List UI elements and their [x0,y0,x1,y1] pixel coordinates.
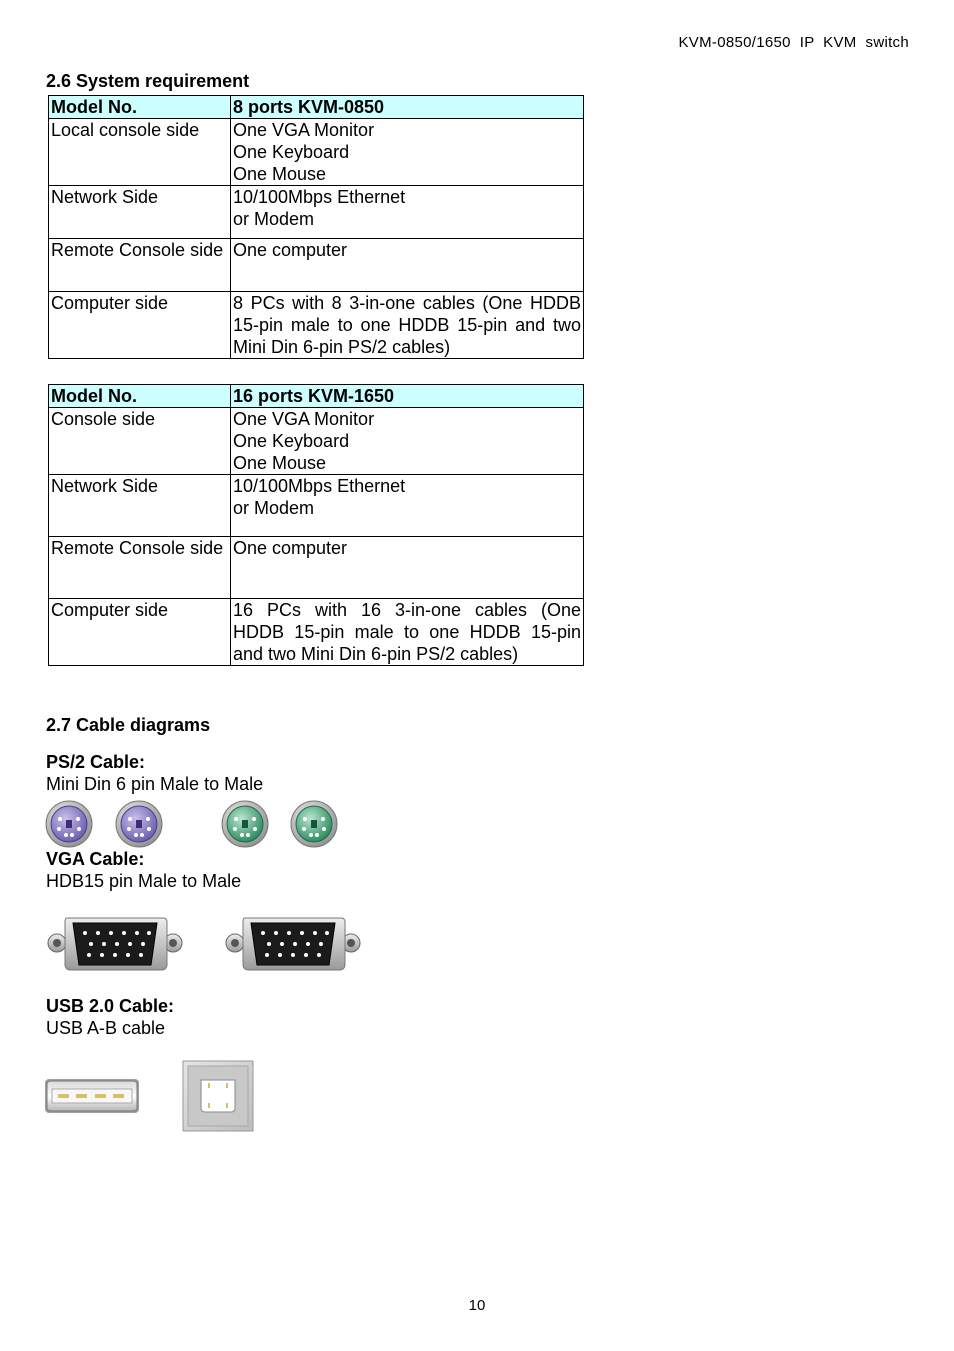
row-value: 8 PCs with 8 3-in-one cables (One HDDB 15-pin male to one HDDB 15-pin and two Mini Din 6-pin PS/2 cables) [231,292,584,359]
header-cell-model: Model No. [49,96,231,119]
row-label: Local console side [49,119,231,186]
value-line: 10/100Mbps Ethernet [233,476,406,496]
row-value [231,537,584,599]
usb-a-connector-icon [45,1079,139,1113]
table-row [49,186,584,239]
row-value [231,119,584,186]
usb-cable-desc: USB A-B cable [46,1018,166,1038]
row-label: Console side [49,408,231,475]
row-label: Network Side [49,475,231,537]
section-title-system-requirement: 2.6 System requirement [46,71,250,91]
value-line: One Mouse [233,164,327,184]
vga-connector-icon [226,918,360,970]
row-value [231,475,584,537]
value-line: or Modem [233,209,315,229]
running-header: KVM-0850/1650 IP KVM switch [678,34,909,51]
vga-cable-desc: HDB15 pin Male to Male [46,871,242,891]
row-label: Computer side [49,292,231,359]
value-line: One VGA Monitor [233,120,375,140]
row-value [231,186,584,239]
usb-cable-title: USB 2.0 Cable: [46,996,175,1016]
ps2-purple-connector-icon [46,801,92,847]
usb-connectors-figure [44,1060,259,1134]
header-cell-model-value: 8 ports KVM-0850 [231,96,584,119]
vga-connectors-figure [45,914,365,974]
ps2-cable-desc: Mini Din 6 pin Male to Male [46,774,264,794]
ps2-cable-title: PS/2 Cable: [46,752,146,772]
table-row [49,292,584,359]
usb-b-connector-icon [183,1061,253,1131]
ps2-purple-connector-icon [116,801,162,847]
row-label: Remote Console side [49,537,231,599]
row-label: Network Side [49,186,231,239]
table-header-row [49,96,584,119]
value-line: One computer [233,240,348,260]
header-cell-model-value: 16 ports KVM-1650 [231,385,584,408]
table-row [49,475,584,537]
value-line: or Modem [233,498,315,518]
value-line: One Keyboard [233,431,350,451]
vga-connector-icon [48,918,182,970]
spec-table-8port [48,95,584,359]
ps2-green-connector-icon [291,801,337,847]
table-row [49,239,584,292]
header-cell-model: Model No. [49,385,231,408]
value-line: 10/100Mbps Ethernet [233,187,406,207]
row-label: Remote Console side [49,239,231,292]
table-row [49,119,584,186]
table-row [49,408,584,475]
ps2-green-connector-icon [222,801,268,847]
table-row [49,537,584,599]
row-value: 16 PCs with 16 3-in-one cables (One HDDB 15-pin male to one HDDB 15-pin and two Mini Din 6-pin PS/2 cables) [231,599,584,666]
row-value [231,408,584,475]
row-label: Computer side [49,599,231,666]
value-line: One computer [233,538,348,558]
table-row [49,599,584,666]
section-title-cable-diagrams: 2.7 Cable diagrams [46,715,211,735]
ps2-connectors-figure [45,800,345,848]
value-line: One Keyboard [233,142,350,162]
value-line: One Mouse [233,453,327,473]
page-number: 10 [468,1297,486,1314]
vga-cable-title: VGA Cable: [46,849,145,869]
value-line: One VGA Monitor [233,409,375,429]
row-value [231,239,584,292]
table-header-row [49,385,584,408]
spec-table-16port [48,384,584,666]
